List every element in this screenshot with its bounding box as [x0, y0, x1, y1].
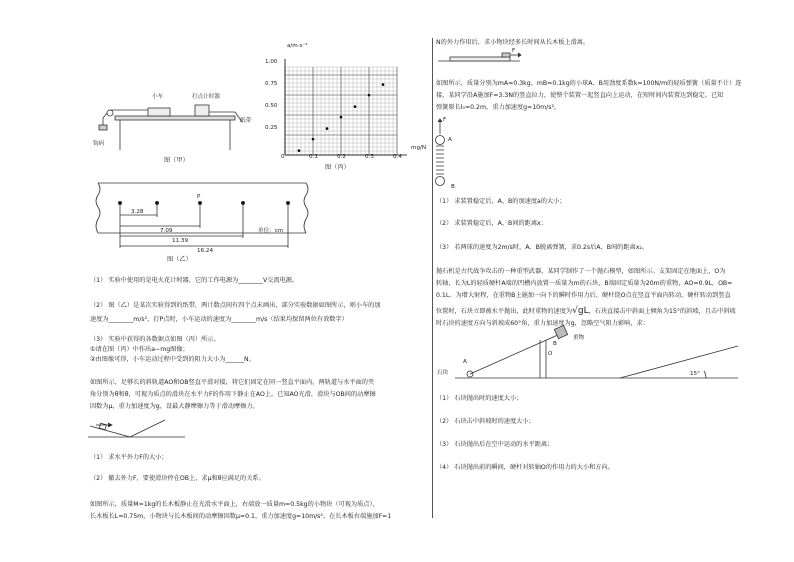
block-diagram: [438, 53, 521, 61]
q2-text-line2: 速度为________m/s²，打P点时，小车运动的速度为________m/s（结果均保留两位有效数字）: [90, 316, 348, 323]
chart-origin: 0: [281, 154, 285, 160]
p4-q1: （1） 求装置稳定后，A、B的加速度a的大小；: [436, 198, 566, 205]
chart-caption: 图（丙）: [325, 164, 350, 171]
chart-point: [326, 127, 329, 130]
fig-b-point-p: P: [197, 194, 201, 200]
p4-line3: 弹簧原长l₀=0.2m，重力加速度g=10m/s²。: [436, 104, 561, 111]
p2-line1: 如图所示，足够长的斜轨道AO和OB竖直平滑对接，将它们固定在同一竖直平面内，两轨道与水平面的夹: [90, 379, 375, 386]
catapult-angle-label: 15°: [690, 371, 700, 377]
catapult-weight-label: 重物: [573, 335, 585, 341]
incline-diagram: [88, 420, 185, 437]
spring-b-label: B: [451, 184, 455, 190]
p5-line3: 0.1L。为增大射程，在重物B上施加一向下的瞬时作用力后，硬杆绕O点在竖直平面内转动，硬杆转动到竖直: [436, 292, 731, 299]
q2-text-line1: （2） 图（乙）是某次实验得到的纸带，两计数点间有四个点未画出，部分实验数据如图所示，则小车的加: [90, 302, 381, 309]
catapult-o-label: O: [548, 351, 553, 357]
p5-q3: （3） 石块抛出后在空中运动的水平距离；: [436, 441, 554, 448]
p2-q2: （2） 撤去外力F，要使滑块停在OB上，求μ和θ应满足的关系。: [90, 475, 265, 482]
q3-text-line2: ①请在图（丙）中作出a−mg图像；: [90, 346, 189, 353]
fig-a-caption: 图（甲）: [164, 157, 189, 164]
chart-ytick: 1.00: [265, 59, 278, 65]
fig-b-d1: 3.28: [131, 209, 144, 215]
fig-b-d2: 7.09: [160, 228, 173, 234]
spring-f-label: F: [443, 117, 447, 123]
p5-q4: （4） 石块抛出前的瞬间，硬杆对转轴O的作用力的大小和方向。: [436, 464, 614, 471]
p4-q3: （3） 若两球的速度为2m/s时，A、B脱离弹簧，求0.2s后A、B间的距离x₂。: [436, 244, 649, 251]
p5-sqrt-gl: √gL: [572, 306, 589, 316]
p2-line3: 因数为μ，重力加速度为g，设最大静摩擦力等于滑动摩擦力。: [90, 403, 259, 410]
p5-line2: 转轴，长为L的轻质硬杆A端的凹槽内放置一质量为m的石块，B端固定质量为20m的重物，AO=0.9L，OB=: [436, 280, 733, 287]
catapult-stone-label: 石块: [437, 370, 449, 376]
p4-line2: 接，某同学沿A施加F=3.3N的竖直拉力，使整个装置一起竖直向上运动，在短时间内装置达到稳定。已知: [436, 92, 724, 99]
chart-ytick: 0.75: [265, 81, 278, 87]
chart-point: [354, 105, 357, 108]
q3-text-line1: （3） 实验中获得的各数据点如图（丙）所示。: [90, 336, 220, 343]
p3-line1: 如图所示，质量M=1kg的长木板静止在光滑水平面上，右端放一质量m=0.5kg的小物块（可视为质点），: [90, 501, 379, 508]
p5-line1: 抛石机是古代战争攻击的一种重型武器，某同学制作了一个抛石模型，如图所示。支架固定在地面上，O为: [436, 268, 726, 275]
chart-ytick: 0.50: [265, 103, 278, 109]
fig-a-apparatus: [99, 105, 242, 150]
fig-a-timer-label: 打点计时器: [192, 94, 220, 100]
p4-line1: 如图所示，质量分别为mA=0.3kg、mB=0.1kg的小球A、B用劲度系数k=100N/m的轻质弹簧（质量不计）连: [436, 80, 742, 87]
fig-b-tape: [96, 183, 308, 248]
p5-line5: 时石块的速度方向与斜坡成60°角，重力加速度为g，忽略空气阻力影响，求：: [436, 320, 649, 327]
chart-xlabel: mg/N: [411, 145, 427, 151]
p5-line4: [436, 307, 736, 316]
fig-b-unit: 单位：cm: [258, 228, 284, 234]
spring-a-label: A: [448, 137, 452, 143]
catapult-a-label: A: [463, 359, 467, 365]
block-force-label: F: [512, 48, 516, 54]
p2-line2: 角分别为θ和θ，可视为质点的滑块在水平力F的作用下静止在AO上。已知AO光滑，滑块与OB间的动摩擦: [90, 391, 376, 398]
fig-a-tape-label: 纸带: [240, 118, 252, 124]
p4-q2: （2） 求装置稳定后，A、B间的距离x；: [436, 220, 547, 227]
chart-xtick: 0.2: [337, 154, 346, 160]
fig-a-weight-label: 钩码: [93, 141, 105, 147]
fig-a-cart-label: 小车: [152, 94, 164, 100]
fig-b-d3: 11.39: [172, 238, 189, 244]
chart-point: [382, 83, 385, 86]
chart-xtick: 0.3: [365, 154, 374, 160]
chart-ytick: 0.25: [265, 125, 278, 131]
chart-point: [340, 116, 343, 119]
q3-text-line3: ②由图像可得，小车运动过程中受到的阻力大小为______N。: [90, 356, 255, 363]
chart-point: [298, 149, 301, 152]
fig-b-caption: 图（乙）: [167, 256, 192, 263]
chart-xtick: 0.1: [309, 154, 318, 160]
p3-line2: 长木板长L=0.75m，小物块与长木板间的动摩擦因数μ=0.1，重力加速度g=10m/s²。在长木板右端施加F=1: [90, 513, 392, 520]
p5-q1: （1） 石块抛出时的速度大小；: [436, 395, 523, 402]
chart-xtick: 0.4: [393, 154, 402, 160]
r1-text: N的外力作用后，求小物块经多长时间从长木板上滑离。: [436, 39, 590, 46]
spring-diagram: [436, 119, 445, 186]
p5-line4-start: 位置时，石块立即被水平抛出，此时重物的速度为: [436, 308, 573, 315]
q1-text: （1） 实验中使用的是电火花计时器，它的工作电源为________V交流电源。: [90, 277, 299, 284]
chart-ylabel: a/m·s⁻²: [287, 43, 308, 49]
chart-point: [368, 94, 371, 97]
fig-b-d4: 16.24: [197, 248, 214, 254]
chart-grid: [285, 59, 407, 155]
p2-q1: （1） 求水平外力F的大小；: [90, 454, 168, 461]
catapult-b-label: B: [553, 341, 557, 347]
chart-point: [312, 138, 315, 141]
p5-line4-end: ，石块直接击中斜面上倾角为15°的斜坡，且击中斜坡: [588, 308, 736, 315]
p5-q2: （2） 石块击中斜坡时的速度大小；: [436, 418, 535, 425]
